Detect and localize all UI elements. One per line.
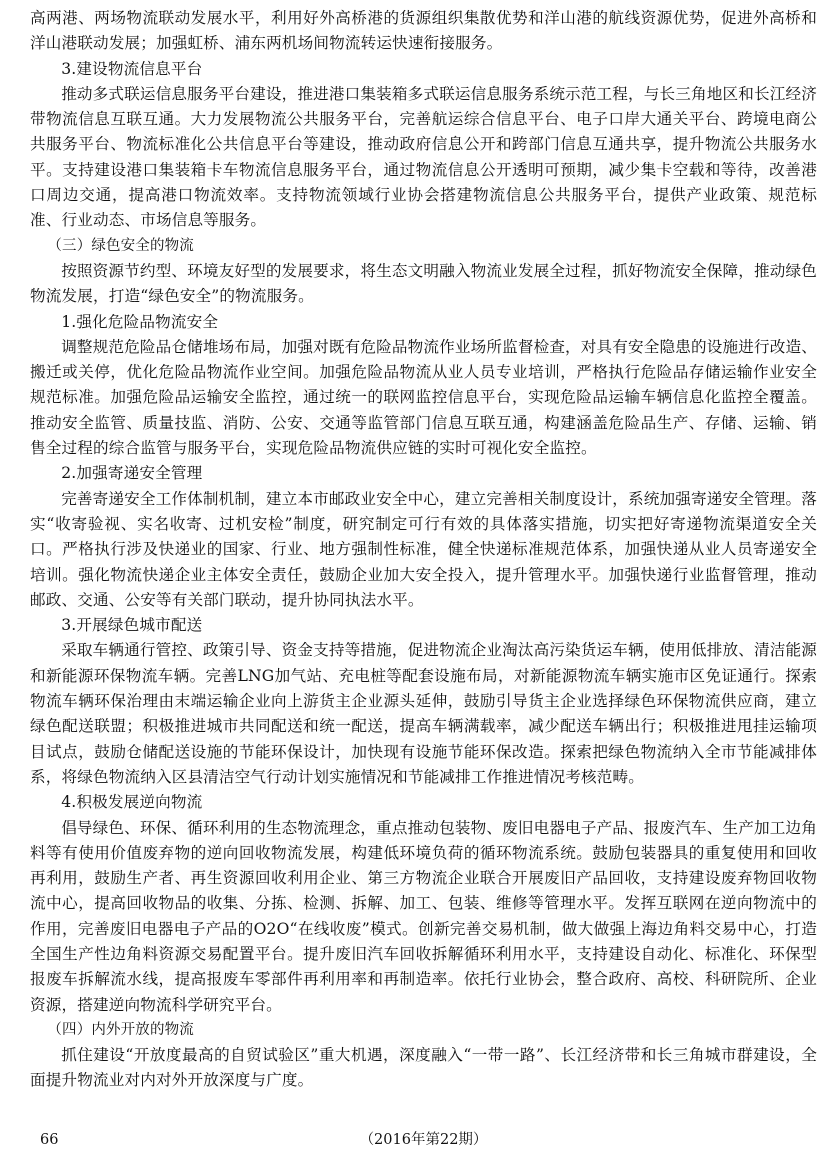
section-heading-open-logistics: （四）内外开放的物流: [47, 1021, 194, 1038]
subheading-logistics-info-platform: 3.建设物流信息平台: [61, 59, 203, 78]
issue-label: （2016年第22期）: [359, 1132, 488, 1148]
article-body: [30, 6, 817, 1094]
subheading-green-city-distribution: 3.开展绿色城市配送: [61, 616, 203, 635]
paragraph: 抓住建设“开放度最高的自贸试验区”重大机遇，深度融入“一带一路”、长江经济带和长三角城市群建设，全面提升物流业对内对外开放深度与广度。: [30, 1046, 817, 1090]
page-number: 66: [40, 1132, 59, 1148]
subheading-hazardous-goods-safety: 1.强化危险品物流安全: [61, 312, 219, 331]
section-heading-green-safe-logistics: （三）绿色安全的物流: [47, 237, 194, 254]
paragraph-continuation: 高两港、两场物流联动发展水平，利用好外高桥港的货源组织集散优势和洋山港的航线资源优势，促进外高桥和洋山港联动发展；加强虹桥、浦东两机场间物流转运快速衔接服务。: [30, 9, 817, 53]
paragraph: 调整规范危险品仓储堆场布局，加强对既有危险品物流作业场所监督检查，对具有安全隐患的设施进行改造、搬迁或关停，优化危险品物流作业空间。加强危险品物流从业人员专业培训，严格执行危险品存储运输作业安全规范标准。加强危险品运输安全监控，通过统一的联网监控信息平台，实现危险品运输车辆信息化监控全覆盖。推动安全监管、质量技监、消防、公安、交通等监管部门信息互联互通，构建涵盖危险品生产、存储、运输、销售全过程的综合监管与服务平台，实现危险品物流供应链的实时可视化安全监控。: [30, 337, 817, 458]
paragraph: 按照资源节约型、环境友好型的发展要求，将生态文明融入物流业发展全过程，抓好物流安全保障，推动绿色物流发展，打造“绿色安全”的物流服务。: [30, 261, 817, 306]
subheading-reverse-logistics: 4.积极发展逆向物流: [61, 793, 203, 812]
subheading-delivery-safety: 2.加强寄递安全管理: [61, 464, 203, 483]
paragraph: 完善寄递安全工作体制机制，建立本市邮政业安全中心，建立完善相关制度设计，系统加强寄递安全管理。落实“收寄验视、实名收寄、过机安检”制度，研究制定可行有效的具体落实措施，切实把好寄递物流渠道安全关口。严格执行涉及快递业的国家、行业、地方强制性标准，健全快递标准规范体系，加强快递从业人员寄递安全培训。强化物流快递企业主体安全责任，鼓励企业加大安全投入，提升管理水平。加强快递行业监督管理，推动邮政、交通、公安等有关部门联动，提升协同执法水平。: [30, 489, 817, 609]
paragraph: 采取车辆通行管控、政策引导、资金支持等措施，促进物流企业淘汰高污染货运车辆，使用低排放、清洁能源和新能源环保物流车辆。完善LNG加气站、充电桩等配套设施布局，对新能源物流车辆实施市区免证通行。探索物流车辆环保治理由末端运输企业向上游货主企业源头延伸，鼓励引导货主企业选择绿色环保物流供应商，建立绿色配送联盟；积极推进城市共同配送和统一配送，提高车辆满载率，减少配送车辆出行；积极推进甩挂运输项目试点，鼓励仓储配送设施的节能环保设计，加快现有设施节能环保改造。探索把绿色物流纳入全市节能减排体系，将绿色物流纳入区县清洁空气行动计划实施情况和节能减排工作推进情况考核范畴。: [30, 641, 817, 786]
paragraph: 倡导绿色、环保、循环利用的生态物流理念，重点推动包装物、废旧电器电子产品、报废汽车、生产加工边角料等有使用价值废弃物的逆向回收物流发展，构建低环境负荷的循环物流系统。鼓励包装器具的重复使用和回收再利用，鼓励生产者、再生资源回收利用企业、第三方物流企业联合开展废旧产品回收，支持建设废弃物回收物流中心，提高回收物品的收集、分拣、检测、拆解、加工、包装、维修等管理水平。发挥互联网在逆向物流中的作用，完善废旧电器电子产品的O2O“在线收废”模式。创新完善交易机制，做大做强上海边角料交易中心，打造全国生产性边角料资源交易配置平台。提升废旧汽车回收拆解循环利用水平，支持建设自动化、标准化、环保型报废车拆解流水线，提高报废车零部件再利用率和再制造率。依托行业协会，整合政府、高校、科研院所、企业资源，搭建逆向物流科学研究平台。: [30, 818, 817, 1014]
paragraph: 推动多式联运信息服务平台建设，推进港口集装箱多式联运信息服务系统示范工程，与长三角地区和长江经济带物流信息互联互通。大力发展物流公共服务平台，完善航运综合信息平台、电子口岸大通关平台、跨境电商公共服务平台、物流标准化公共信息平台等建设，推动政府信息公开和跨部门信息互通共享，提升物流公共服务水平。支持建设港口集装箱卡车物流信息服务平台，通过物流信息公开透明可预期，减少集卡空载和等待，改善港口周边交通，提高港口物流效率。支持物流领域行业协会搭建物流信息公共服务平台，提供产业政策、规范标准、行业动态、市场信息等服务。: [30, 84, 817, 230]
